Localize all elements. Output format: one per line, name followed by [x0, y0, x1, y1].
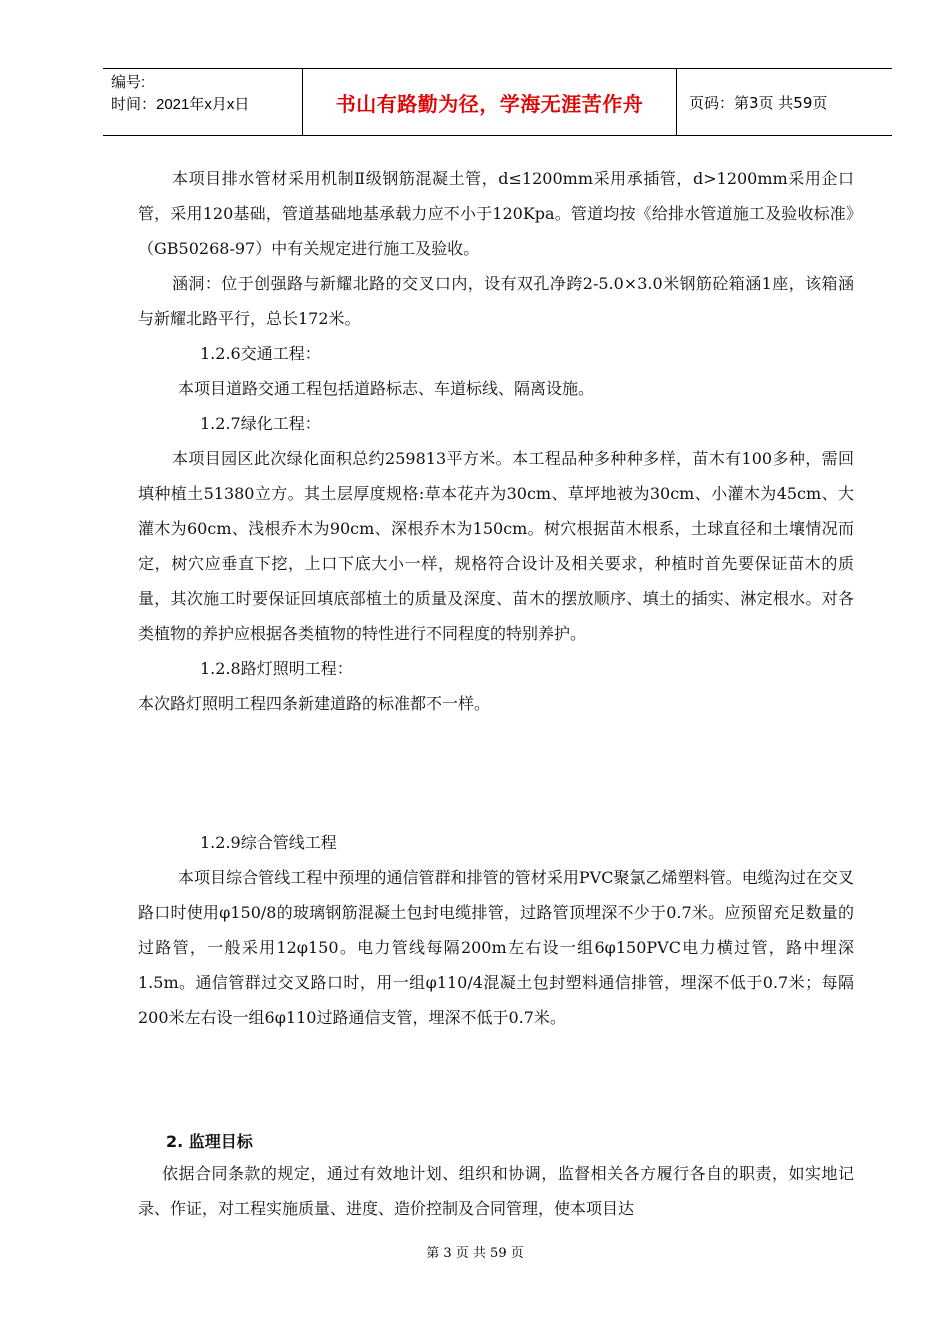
heading-1-2-6: 1.2.6交通工程： [200, 344, 321, 363]
section-1-body [138, 161, 854, 721]
header-meta [103, 69, 303, 135]
header-page-info: 页码：第3页 共59页 [689, 93, 828, 112]
section-1-pipeline [138, 825, 854, 1035]
paragraph-traffic: 本项目道路交通工程包括道路标志、车道标线、隔离设施。 [178, 379, 595, 398]
heading-1-2-8: 1.2.8路灯照明工程： [200, 659, 353, 678]
heading-1-2-9: 1.2.9综合管线工程 [200, 833, 337, 852]
paragraph-supervision-goal: 依据合同条款的规定，通过有效地计划、组织和协调，监督相关各方履行各自的职责，如实地记录、作证，对工程实施质量、进度、造价控制及合同管理，使本项目达 [138, 1164, 854, 1218]
paragraph-lighting: 本次路灯照明工程四条新建道路的标准都不一样。 [138, 694, 491, 713]
heading-1-2-7: 1.2.7绿化工程： [200, 414, 321, 433]
paragraph-drainage: 本项目排水管材采用机制Ⅱ级钢筋混凝土管，d≤1200mm采用承插管，d>1200mm采用企口管，采用120基础，管道基础地基承载力应不小于120Kpa。管道均按《给排水管道施工及验收标准》（GB50268-97）中有关规定进行施工及验收。 [138, 169, 854, 258]
paragraph-culvert: 涵洞：位于创强路与新耀北路的交叉口内，设有双孔净跨2-5.0×3.0米钢筋砼箱涵1座，该箱涵与新耀北路平行，总长172米。 [138, 274, 854, 328]
paragraph-pipeline: 本项目综合管线工程中预埋的通信管群和排管的管材采用PVC聚氯乙烯塑料管。电缆沟过在交叉路口时使用φ150/8的玻璃钢筋混凝土包封电缆排管，过路管顶埋深不少于0.7米。应预留充足数量的过路管，一般采用12φ150。电力管线每隔200m左右设一组6φ150PVC电力横过管，路中埋深1.5m。通信管群过交叉路口时，用一组φ110/4混凝土包封塑料通信排管，埋深不低于0.7米；每隔200米左右设一组6φ110过路通信支管，埋深不低于0.7米。 [138, 868, 854, 1027]
paragraph-greening: 本项目园区此次绿化面积总约259813平方米。本工程品种多种种多样，苗木有100多种，需回填种植土51380立方。其土层厚度规格:草本花卉为30cm、草坪地被为30cm、小灌木为45cm、大灌木为60cm、浅根乔木为90cm、深根乔木为150cm。树穴根据苗木根系，土球直径和土壤情况而定，树穴应垂直下挖，上口下底大小一样，规格符合设计及相关要求，种植时首先要保证苗木的质量，其次施工时要保证回填底部植土的质量及深度、苗木的摆放顺序、填土的插实、淋定根水。对各类植物的养护应根据各类植物的特性进行不同程度的特别养护。 [138, 449, 854, 643]
page-header [103, 68, 892, 136]
header-motto: 书山有路勤为径，学海无涯苦作舟 [303, 69, 677, 135]
page-footer: 第 3 页 共 59 页 [426, 1246, 524, 1261]
header-number-label: 编号: [111, 74, 146, 91]
section-2 [138, 1128, 854, 1226]
heading-supervision-goal: 2. 监理目标 [166, 1132, 253, 1151]
header-date: 时间：2021年x月x日 [111, 96, 250, 113]
